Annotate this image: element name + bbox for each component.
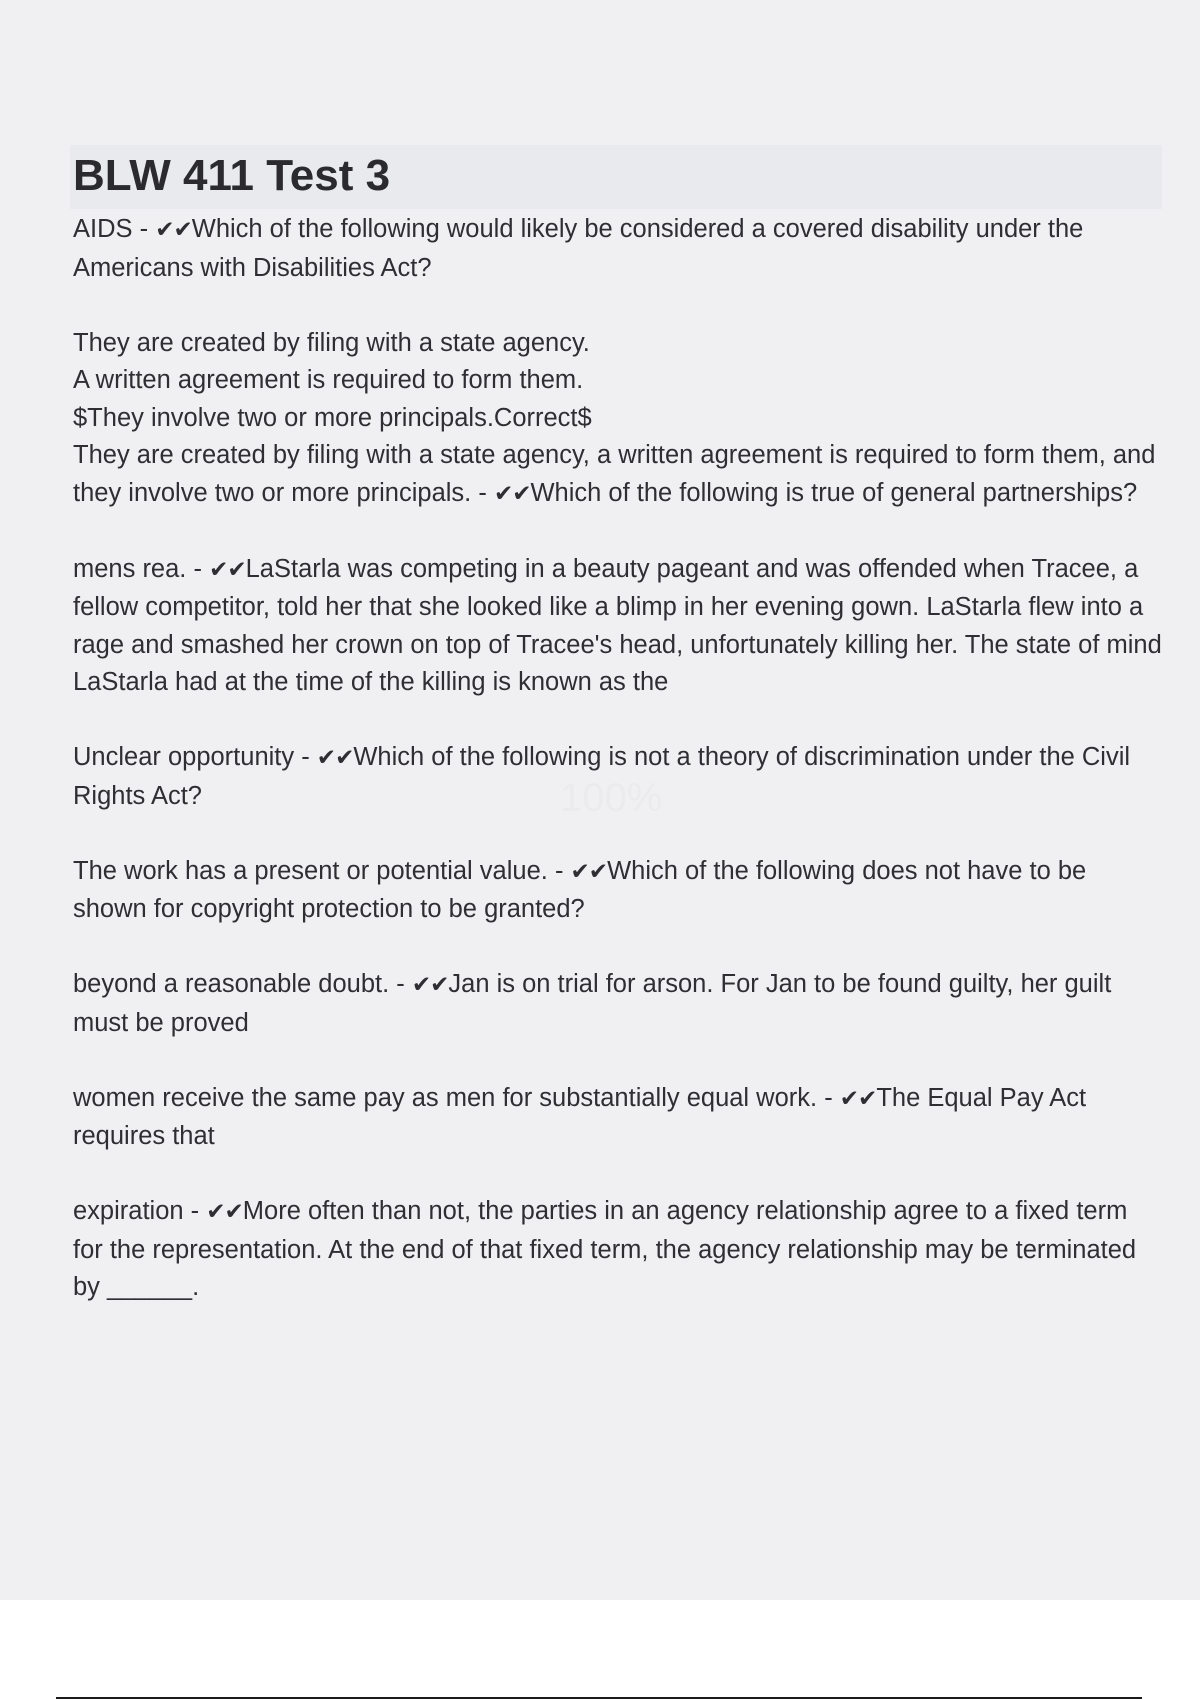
answer-text: beyond a reasonable doubt. [73,970,390,998]
separator: - [186,554,210,583]
check-icon: ✔✔ [411,972,449,998]
question-text: Which of the following would likely be considered a covered disability under the Americans with Disabilities Act? [73,215,1084,282]
check-icon: ✔✔ [493,480,531,507]
zoom-watermark: 100% [560,776,663,820]
answer-text: They are created by filing with a state agency, a written agreement is required to form them, and they involve two or more principals. [73,441,1156,507]
flashcard-item [73,853,1163,929]
question-text: Which of the following is true of general partnerships? [530,478,1138,507]
check-icon: ✔✔ [839,1085,877,1112]
page-title: BLW 411 Test 3 [73,151,391,200]
answer-text: expiration [73,1197,184,1225]
answer-text: mens rea. [73,554,187,583]
answer-text: The work has a present or potential value. [73,856,548,885]
check-icon: ✔✔ [316,745,354,771]
flashcard-item [73,739,1163,815]
question-text: LaStarla was competing in a beauty pageant and was offended when Tracee, a fellow competitor, told her that she looked like a blimp in her evening gown. LaStarla flew into a rage and smashed her crown on top of Tracee's head, unfortunately killing her. The state of mind LaStarla had at the time of the killing is known as the [73,554,1162,696]
answer-text: Unclear opportunity [73,743,295,771]
separator: - [132,215,156,243]
question-text: The Equal Pay Act requires that [73,1083,1087,1150]
footer-divider [56,1697,1142,1699]
check-icon: ✔✔ [570,858,608,885]
flashcard-item [73,211,1163,287]
check-icon: ✔✔ [206,1199,243,1225]
question-text: More often than not, the parties in an agency relationship agree to a fixed term for the representation. At the end of that fixed term, the agency relationship may be terminated by ______. [73,1197,1137,1301]
flashcard-item [73,1080,1163,1156]
check-icon: ✔✔ [155,217,192,243]
flashcard-item [73,551,1163,702]
question-text: Jan is on trial for arson. For Jan to be found guilty, her guilt must be proved [73,970,1112,1037]
answer-text: women receive the same pay as men for substantially equal work. [73,1083,818,1112]
separator: - [389,970,412,998]
flashcard-item [73,966,1163,1042]
separator: - [817,1083,840,1112]
flashcard-item [73,1193,1163,1307]
check-icon: ✔✔ [209,556,246,583]
question-text: Which of the following is not a theory of discrimination under the Civil Rights Act? [73,743,1131,810]
option-text: A written agreement is required to form them. [73,366,584,394]
answer-text: AIDS [73,215,133,243]
option-text: They are created by filing with a state agency. [73,328,590,357]
separator: - [183,1197,207,1225]
option-text: $They involve two or more principals.Correct$ [73,403,592,432]
separator: - [471,478,494,507]
separator: - [547,856,571,885]
separator: - [294,743,317,771]
flashcard-item [73,325,1163,514]
question-text: Which of the following does not have to be shown for copyright protection to be granted? [73,856,1087,923]
flashcard-list [73,211,1163,1344]
